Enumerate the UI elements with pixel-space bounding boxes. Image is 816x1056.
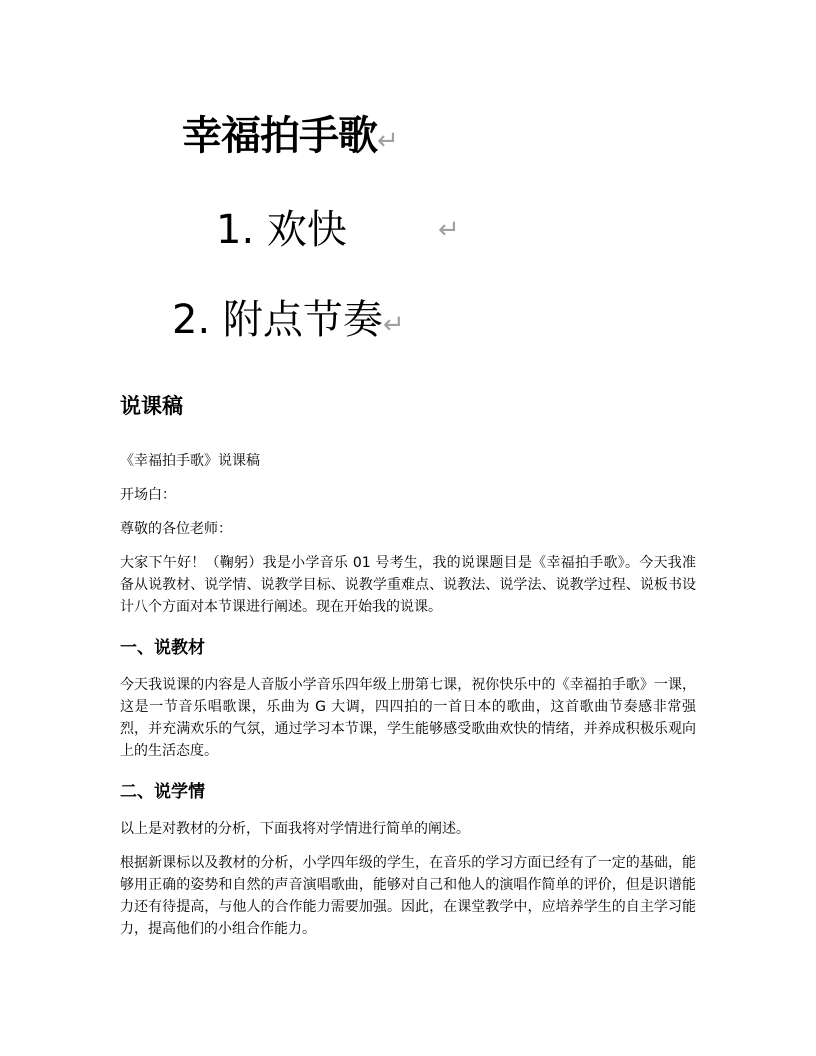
feature-item-1-text: 欢快 (266, 207, 347, 253)
return-mark-icon: ↵ (377, 126, 398, 156)
document-body (120, 388, 696, 952)
feature-item-1 (216, 206, 347, 254)
lesson-title-line: 《幸福拍手歌》说课稿 (120, 453, 260, 469)
feature-item-2 (172, 296, 405, 349)
return-mark-icon: ↵ (382, 310, 405, 340)
section-paragraph: 根据新课标以及教材的分析，小学四年级的学生，在音乐的学习方面已经有了一定的基础，能够用正确的姿势和自然的声音演唱歌曲，能够对自己和他人的演唱作简单的评价，但是识谱能力还有待提高，与他人的合作能力需要加强。因此，在课堂教学中，应培养学生的自主学习能力，提高他们的小组合作能力。 (120, 855, 696, 937)
opening-label: 开场白： (120, 487, 176, 503)
section-heading-students: 二、说学情 (120, 782, 205, 802)
feature-item-1-number: 1. (216, 207, 255, 253)
feature-item-2-text: 附点节奏 (222, 297, 383, 343)
song-title-image-text (182, 112, 398, 165)
return-mark-icon: ↵ (438, 215, 460, 245)
section-heading-textbook: 一、说教材 (120, 638, 205, 658)
greeting: 尊敬的各位老师： (120, 521, 232, 537)
section-paragraph: 今天我说课的内容是人音版小学音乐四年级上册第七课，祝你快乐中的《幸福拍手歌》一课，这是一节音乐唱歌课，乐曲为 G 大调，四四拍的一首日本的歌曲，这首歌曲节奏感非常强烈，并充满欢乐的气氛，通过学习本节课，学生能够感受歌曲欢快的情绪，并养成积极乐观向上的生活态度。 (120, 677, 696, 759)
intro-paragraph: 大家下午好！（鞠躬）我是小学音乐 01 号考生，我的说课题目是《幸福拍手歌》。今天我准备从说教材、说学情、说教学目标、说教学重难点、说教法、说学法、说教学过程、说板书设计八个方面对本节课进行阐述。现在开始我的说课。 (120, 555, 696, 615)
section-paragraph: 以上是对教材的分析，下面我将对学情进行简单的阐述。 (120, 821, 470, 837)
song-title: 幸福拍手歌 (182, 113, 377, 159)
feature-item-2-number: 2. (172, 297, 211, 343)
document-heading: 说课稿 (120, 394, 183, 418)
